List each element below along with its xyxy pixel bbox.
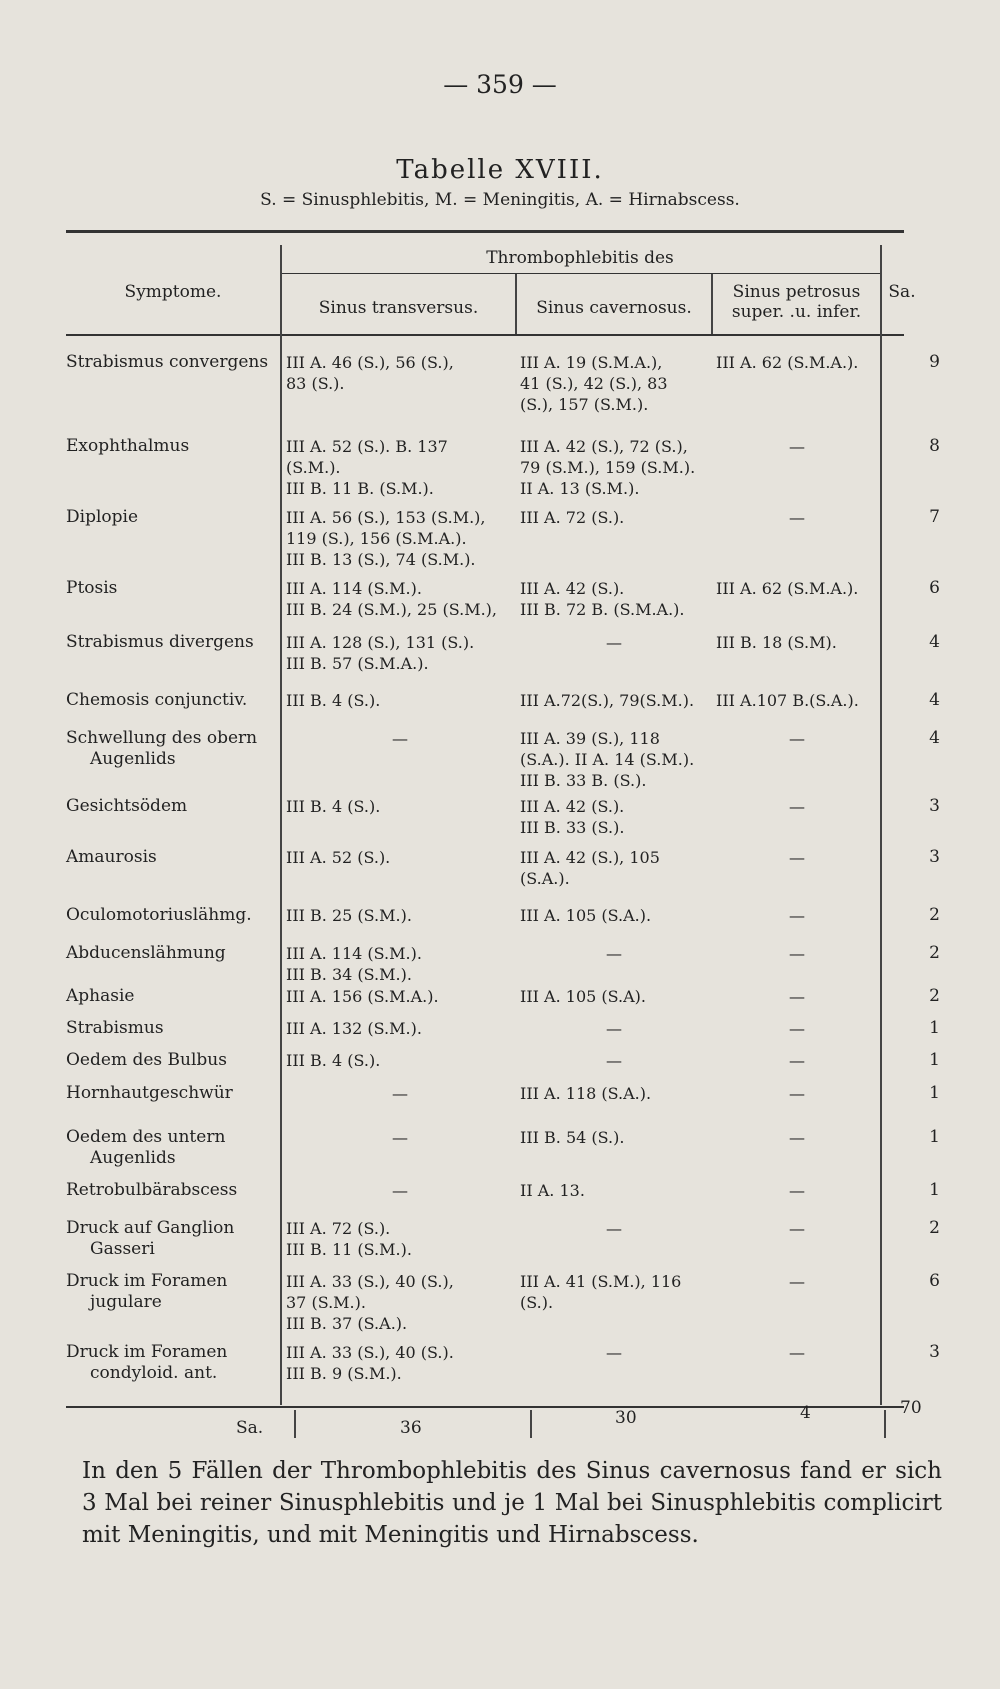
row-symptom	[66, 905, 280, 926]
cell-petrosus: III A. 62 (S.M.A.).	[716, 353, 859, 372]
cell-cavernosus: II A. 13.	[520, 1181, 585, 1200]
footer-rule	[66, 1406, 904, 1408]
cell-transversus: III A. 132 (S.M.).	[286, 1019, 422, 1038]
row-symptom	[66, 1271, 280, 1313]
symptom-name: Abducenslähmung	[66, 943, 226, 963]
cell-sa: 4	[929, 690, 940, 710]
cell-cavernosus: —	[606, 1051, 622, 1070]
cell-sa: 1	[929, 1083, 940, 1103]
cell-transversus: III B. 4 (S.).	[286, 1051, 381, 1070]
cell-sa: 4	[929, 728, 940, 748]
header-symptome: Symptome.	[124, 282, 222, 302]
symptom-name: Oculomotoriuslähmg.	[66, 905, 252, 925]
row-symptom	[66, 1218, 280, 1260]
cell-sa: 9	[929, 352, 940, 372]
cell-sa: 8	[929, 436, 940, 456]
symptom-name-continued: Augenlids	[90, 1148, 176, 1168]
cell-sa: 3	[929, 847, 940, 867]
row-symptom	[66, 796, 280, 817]
footer-label: Sa.	[236, 1418, 264, 1438]
cell-cavernosus: III A. 19 (S.M.A.), 41 (S.), 42 (S.), 83 (S.), 157 (S.M.).	[520, 353, 668, 414]
cell-petrosus: —	[789, 797, 805, 816]
header-group: Thrombophlebitis des	[486, 248, 674, 268]
cell-transversus: —	[392, 1128, 408, 1147]
col-divider-symptome	[280, 245, 282, 1405]
cell-cavernosus: III A. 105 (S.A).	[520, 987, 646, 1006]
cell-cavernosus: III A. 42 (S.). III B. 72 B. (S.M.A.).	[520, 579, 685, 619]
symptom-name: Ptosis	[66, 578, 118, 598]
symptom-name: Strabismus convergens	[66, 352, 269, 372]
header-bottom-rule	[66, 334, 904, 336]
cell-transversus: III A. 114 (S.M.). III B. 24 (S.M.), 25 (S.M.),	[286, 579, 497, 619]
cell-sa: 1	[929, 1127, 940, 1147]
cell-cavernosus: —	[606, 1343, 622, 1362]
row-symptom	[66, 436, 280, 457]
table-legend: S. = Sinusphlebitis, M. = Meningitis, A. = Hirnabscess.	[260, 190, 740, 210]
cell-transversus: III B. 4 (S.).	[286, 691, 381, 710]
header-sa: Sa.	[888, 282, 916, 302]
cell-sa: 1	[929, 1018, 940, 1038]
row-symptom	[66, 690, 280, 711]
cell-cavernosus: III A. 42 (S.), 105 (S.A.).	[520, 848, 660, 888]
row-symptom	[66, 1018, 280, 1039]
row-symptom	[66, 1180, 280, 1201]
symptom-name: Exophthalmus	[66, 436, 190, 456]
cell-sa: 4	[929, 632, 940, 652]
cell-petrosus: —	[789, 1019, 805, 1038]
cell-cavernosus: III B. 54 (S.).	[520, 1128, 625, 1147]
symptom-name: Chemosis conjunctiv.	[66, 690, 248, 710]
cell-sa: 3	[929, 1342, 940, 1362]
footer-petrosus: 4	[800, 1403, 811, 1423]
cell-sa: 3	[929, 796, 940, 816]
cell-sa: 6	[929, 578, 940, 598]
cell-transversus: III A. 128 (S.), 131 (S.). III B. 57 (S.M.A.).	[286, 633, 475, 673]
header-petrosus-1: Sinus petrosus	[732, 282, 861, 302]
cell-transversus: III A. 56 (S.), 153 (S.M.), 119 (S.), 156 (S.M.A.). III B. 13 (S.), 74 (S.M.).	[286, 508, 486, 569]
cell-cavernosus: III A. 42 (S.). III B. 33 (S.).	[520, 797, 625, 837]
foot-divider-3	[884, 1410, 886, 1438]
cell-petrosus: —	[789, 1051, 805, 1070]
symptom-name: Druck im Foramen	[66, 1342, 228, 1362]
symptom-name: Druck im Foramen	[66, 1271, 228, 1291]
cell-transversus: —	[392, 729, 408, 748]
row-symptom	[66, 847, 280, 868]
header-petrosus-2: super. .u. infer.	[731, 302, 862, 322]
cell-sa: 2	[929, 905, 940, 925]
symptom-name: Aphasie	[66, 986, 135, 1006]
cell-petrosus: —	[789, 906, 805, 925]
cell-sa: 2	[929, 943, 940, 963]
symptom-name: Amaurosis	[66, 847, 157, 867]
cell-transversus: III A. 33 (S.), 40 (S.), 37 (S.M.). III B. 37 (S.A.).	[286, 1272, 454, 1333]
footer-transversus: 36	[400, 1418, 422, 1438]
cell-transversus: III A. 156 (S.M.A.).	[286, 987, 439, 1006]
row-symptom	[66, 578, 280, 599]
cell-sa: 7	[929, 507, 940, 527]
cell-transversus: III A. 33 (S.), 40 (S.). III B. 9 (S.M.).	[286, 1343, 454, 1383]
cell-petrosus: —	[789, 848, 805, 867]
cell-cavernosus: —	[606, 1019, 622, 1038]
cell-transversus: III A. 114 (S.M.). III B. 34 (S.M.).	[286, 944, 422, 984]
symptom-name: Druck auf Ganglion	[66, 1218, 235, 1238]
symptom-name-continued: Gasseri	[90, 1239, 155, 1259]
row-symptom	[66, 1083, 280, 1104]
cell-petrosus: —	[789, 1128, 805, 1147]
footer-cavernosus: 30	[615, 1408, 637, 1428]
row-symptom	[66, 728, 280, 770]
cell-transversus: III A. 46 (S.), 56 (S.), 83 (S.).	[286, 353, 454, 393]
row-symptom	[66, 1342, 280, 1384]
symptom-name: Diplopie	[66, 507, 139, 527]
cell-cavernosus: III A. 118 (S.A.).	[520, 1084, 652, 1103]
cell-cavernosus: III A. 41 (S.M.), 116 (S.).	[520, 1272, 682, 1312]
cell-petrosus: —	[789, 1219, 805, 1238]
cell-petrosus: —	[789, 508, 805, 527]
symptom-name: Hornhautgeschwür	[66, 1083, 233, 1103]
cell-petrosus: III B. 18 (S.M).	[716, 633, 837, 652]
cell-petrosus: III A. 62 (S.M.A.).	[716, 579, 859, 598]
cell-sa: 2	[929, 1218, 940, 1238]
table-title: Tabelle XVIII.	[396, 155, 604, 185]
foot-divider-1	[294, 1410, 296, 1438]
symptom-name: Strabismus divergens	[66, 632, 254, 652]
symptom-name: Gesichtsödem	[66, 796, 188, 816]
cell-petrosus: —	[789, 437, 805, 456]
cell-transversus: III A. 72 (S.). III B. 11 (S.M.).	[286, 1219, 412, 1259]
cell-petrosus: —	[789, 1272, 805, 1291]
closing-paragraph: In den 5 Fällen der Thrombophlebitis des Sinus cavernosus fand er sich 3 Mal bei reiner Sinusphlebitis und je 1 Mal bei Sinusphlebitis complicirt mit Meningitis, und mit Meningitis und Hirnabscess.	[82, 1458, 942, 1548]
cell-transversus: III B. 4 (S.).	[286, 797, 381, 816]
cell-cavernosus: III A. 42 (S.), 72 (S.), 79 (S.M.), 159 (S.M.). II A. 13 (S.M.).	[520, 437, 696, 498]
cell-petrosus: —	[789, 729, 805, 748]
cell-petrosus: —	[789, 1084, 805, 1103]
cell-petrosus: —	[789, 987, 805, 1006]
cell-cavernosus: III A. 72 (S.).	[520, 508, 625, 527]
cell-cavernosus: —	[606, 633, 622, 652]
cell-petrosus: —	[789, 1343, 805, 1362]
symptom-name: Schwellung des obern	[66, 728, 258, 748]
cell-petrosus: III A.107 B.(S.A.).	[716, 691, 859, 710]
cell-petrosus: —	[789, 944, 805, 963]
cell-transversus: —	[392, 1084, 408, 1103]
row-symptom	[66, 507, 280, 528]
row-symptom	[66, 1127, 280, 1169]
cell-cavernosus: —	[606, 944, 622, 963]
page-number: — 359 —	[443, 70, 557, 99]
header-transversus: Sinus transversus.	[318, 298, 479, 318]
symptom-name: Oedem des Bulbus	[66, 1050, 227, 1070]
cell-petrosus: —	[789, 1181, 805, 1200]
cell-sa: 1	[929, 1180, 940, 1200]
cell-transversus: III B. 25 (S.M.).	[286, 906, 412, 925]
cell-cavernosus: III A. 39 (S.), 118 (S.A.). II A. 14 (S.M.). III B. 33 B. (S.).	[520, 729, 695, 790]
symptom-name-continued: condyloid. ant.	[90, 1363, 218, 1383]
header-cavernosus: Sinus cavernosus.	[536, 298, 692, 318]
top-rule	[66, 230, 904, 233]
cell-transversus: III A. 52 (S.). B. 137 (S.M.). III B. 11 B. (S.M.).	[286, 437, 448, 498]
row-symptom	[66, 986, 280, 1007]
symptom-name: Strabismus	[66, 1018, 164, 1038]
row-symptom	[66, 943, 280, 964]
symptom-name-continued: Augenlids	[90, 749, 176, 769]
cell-sa: 6	[929, 1271, 940, 1291]
footer-sa: 70	[900, 1398, 922, 1418]
row-symptom	[66, 1050, 280, 1071]
cell-cavernosus: III A.72(S.), 79(S.M.).	[520, 691, 695, 710]
group-rule	[280, 273, 880, 274]
row-symptom	[66, 352, 280, 373]
symptom-name: Retrobulbärabscess	[66, 1180, 238, 1200]
cell-cavernosus: III A. 105 (S.A.).	[520, 906, 652, 925]
cell-sa: 1	[929, 1050, 940, 1070]
cell-transversus: III A. 52 (S.).	[286, 848, 391, 867]
foot-divider-2	[530, 1410, 532, 1438]
row-symptom	[66, 632, 280, 653]
cell-transversus: —	[392, 1181, 408, 1200]
symptom-name: Oedem des untern	[66, 1127, 226, 1147]
symptom-name-continued: jugulare	[90, 1292, 162, 1312]
cell-sa: 2	[929, 986, 940, 1006]
cell-cavernosus: —	[606, 1219, 622, 1238]
